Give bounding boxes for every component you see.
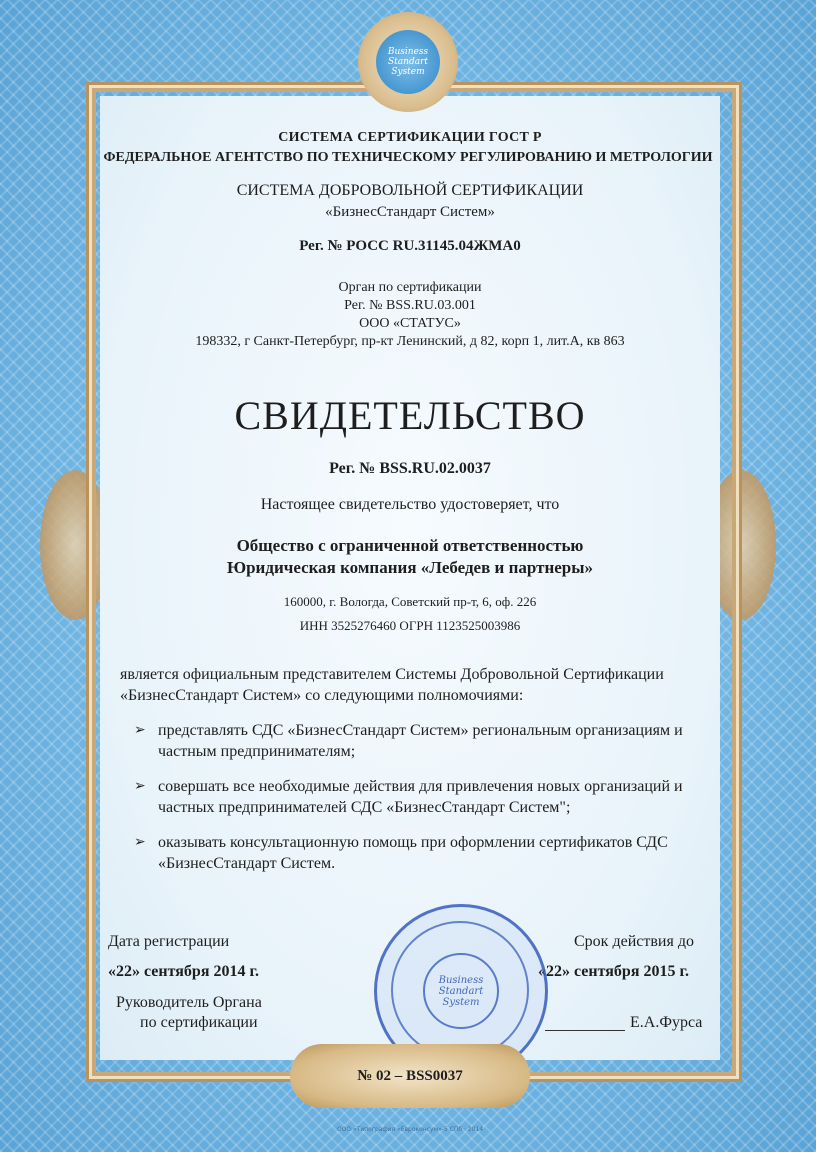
stamp-emblem-text: Business Standart System — [438, 974, 484, 1008]
top-emblem — [358, 12, 458, 112]
company-name-line-2: Юридическая компания «Лебедев и партнеры» — [226, 558, 594, 577]
certificate-reg-number: Рег. № BSS.RU.02.0037 — [329, 460, 491, 477]
certificate-intro: Настоящее свидетельство удостоверяет, что — [260, 496, 560, 513]
signer-role-line-1: Руководитель Органа — [116, 994, 262, 1011]
system-reg-number: Рег. № РОСС RU.31145.04ЖМА0 — [299, 238, 521, 254]
list-item-text: представлять СДС «БизнесСтандарт Систем» региональным организациям и частным предпринимателям; — [158, 722, 683, 760]
registration-date-label: Дата регистрации — [108, 933, 230, 950]
list-item-text: совершать все необходимые действия для привлечения новых организаций и частных предпринимателей СДС «БизнесСтандарт Систем"; — [158, 778, 683, 816]
list-item — [130, 720, 710, 762]
signer-role-line-2: по сертификации — [140, 1014, 258, 1031]
company-ids: ИНН 3525276460 ОГРН 1123525003986 — [299, 618, 521, 633]
header-line-3: СИСТЕМА ДОБРОВОЛЬНОЙ СЕРТИФИКАЦИИ — [236, 182, 584, 199]
header-line-4: «БизнесСтандарт Систем» — [325, 204, 495, 220]
signer-name: Е.А.Фурса — [630, 1014, 703, 1031]
list-item-text: оказывать консультационную помощь при оформлении сертификатов СДС «БизнесСтандарт Систем. — [158, 834, 668, 872]
organ-address: 198332, г Санкт-Петербург, пр-кт Ленинский, д 82, корп 1, лит.А, кв 863 — [195, 334, 625, 349]
bullet-arrow-icon: ➢ — [134, 723, 146, 738]
header-line-2: ФЕДЕРАЛЬНОЕ АГЕНТСТВО ПО ТЕХНИЧЕСКОМУ РЕГУЛИРОВАНИЮ И МЕТРОЛОГИИ — [103, 150, 713, 165]
list-item — [130, 832, 710, 874]
organ-line-2: Рег. № BSS.RU.03.001 — [344, 298, 476, 313]
emblem-text: Business Standart System — [387, 47, 429, 77]
header-line-1: СИСТЕМА СЕРТИФИКАЦИИ ГОСТ Р — [278, 130, 542, 145]
organ-line-3: ООО «СТАТУС» — [359, 316, 461, 331]
valid-until-label: Срок действия до — [574, 933, 694, 950]
bullet-arrow-icon: ➢ — [134, 835, 146, 850]
form-number: № 02 – BSS0037 — [357, 1068, 463, 1084]
authority-list — [130, 720, 710, 888]
signature-line — [545, 1030, 625, 1031]
printer-line: ООО «Типография «Евроконсум»-5 СПб · 2014 — [336, 1126, 484, 1133]
valid-until-date: «22» сентября 2015 г. — [538, 963, 689, 980]
company-name-line-1: Общество с ограниченной ответственностью — [236, 536, 584, 555]
company-address: 160000, г. Вологда, Советский пр-т, 6, оф. 226 — [283, 594, 537, 609]
registration-date: «22» сентября 2014 г. — [108, 963, 259, 980]
bullet-arrow-icon: ➢ — [134, 779, 146, 794]
certificate-title: СВИДЕТЕЛЬСТВО — [234, 393, 586, 438]
list-item — [130, 776, 710, 818]
organ-line-1: Орган по сертификации — [338, 280, 482, 295]
statement-text: является официальным представителем Системы Добровольной Сертификации «БизнесСтандарт Систем» со следующими полномочиями: — [120, 666, 664, 704]
